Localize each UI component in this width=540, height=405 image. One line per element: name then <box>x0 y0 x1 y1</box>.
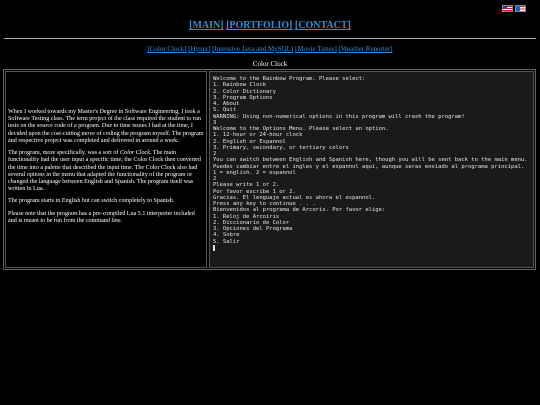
console-line: Bienvenidos al programa de Arcoris. Por favor elige: <box>213 207 386 214</box>
nav-hynix-link[interactable]: [Hynix] <box>188 45 211 53</box>
divider <box>4 38 536 39</box>
console-line: 2 <box>213 151 217 157</box>
nav-contact-link[interactable]: [CONTACT] <box>294 20 351 31</box>
console-line: 1. Rainbow Clock <box>213 82 266 89</box>
console-line: 2 <box>213 176 217 182</box>
console-line: 3. Program Options <box>213 94 273 101</box>
us-flag-icon[interactable] <box>502 5 513 12</box>
nav-movie-times-link[interactable]: [Movie Times] <box>294 45 337 53</box>
console-line: You can switch between English and Spanish here, though you will be sent back to the main menu. <box>213 157 528 164</box>
console-line: Press any key to continue . . . <box>213 201 316 207</box>
console-line: 5. Salir <box>213 238 240 245</box>
nav-color-clock-link[interactable]: [Color Clock] <box>147 45 187 53</box>
description-paragraph: The program starts in English but can switch completely to Spanish. <box>8 198 175 205</box>
console-line: 1. 12-hour or 24-hour clock <box>213 132 303 139</box>
portfolio-nav <box>0 45 540 53</box>
color-clock-emphasis: Color Clock <box>119 150 150 157</box>
console-line: Please write 1 or 2. <box>213 182 280 189</box>
text-cursor <box>213 245 215 251</box>
console-line: Gracias. El lenguaje actual es ahora el espannol. <box>213 194 376 201</box>
console-line: Welcome to the Rainbow Program. Please select: <box>213 76 366 82</box>
nav-main-link[interactable]: [MAIN] <box>189 20 224 31</box>
console-line: 3. Primary, secondary, or tertiary colors <box>213 144 349 151</box>
nav-portfolio-link[interactable]: [PORTFOLIO] <box>226 20 293 31</box>
console-line: 1 = english. 2 = espannol <box>213 169 296 176</box>
console-line: 2. English or Espannol <box>213 138 286 145</box>
pr-flag-icon[interactable] <box>515 5 526 12</box>
console-line: 2. Color Dictionary <box>213 88 276 95</box>
console-line: 3 <box>213 119 217 126</box>
nav-weather-reporter-link[interactable]: [Weather Reporter] <box>338 45 393 53</box>
main-nav <box>0 20 540 31</box>
project-description <box>5 71 207 268</box>
console-line: WARNING: Using non-numerical options in this program will crash the program! <box>213 113 465 120</box>
console-line: 1. Reloj de Arcoiris <box>213 213 280 220</box>
console-line: Por favor escribe 1 or 2. <box>213 188 296 195</box>
description-paragraph: Please note that the program has a pre-compiled Lua 5.1 interpreter included and is meant to be run from the command line. <box>8 210 195 224</box>
console-line: 4. About <box>213 101 240 107</box>
description-paragraph: When I worked towards my Master's Degree in Software Engineering, I took a Software Testing class. The term project of the class required the student to run tests on the source code of a program. Due to time issues I had at the time, I decided upon the cost-cutting move of coding the program myself. The program and respective project was completed and delivered in around a week. <box>8 109 204 144</box>
console-line: 5. Quit <box>213 107 237 114</box>
console-line: Puedes cambiar entre el ingles y el espannol aqui, aunque seras enviado al programa principal. <box>213 163 525 170</box>
nav-intensive-java-link[interactable]: [Intensive Java and MySQL] <box>212 45 294 53</box>
console-line: 2. Diccionario de Color <box>213 219 290 226</box>
page-title: Color Clock <box>252 60 288 68</box>
description-paragraph: The program, more specifically, was a sort of Color Clock. The main functionality had the user input a specific time; the Color Clock then converted the time into a palette that described the input time. The Color Clock also had several options in the menu that adapted the functionality of the program or changed the language between English and Spanish. The program itself was written in Lua. <box>8 150 201 193</box>
language-flags <box>502 5 526 12</box>
console-line: 3. Opciones del Programa <box>213 226 293 232</box>
project-panel <box>3 69 536 270</box>
console-line: Welcome to the Options Menu. Please select an option. <box>213 126 389 132</box>
console-output[interactable] <box>209 71 534 268</box>
console-line: 4. Sobre <box>213 232 240 239</box>
